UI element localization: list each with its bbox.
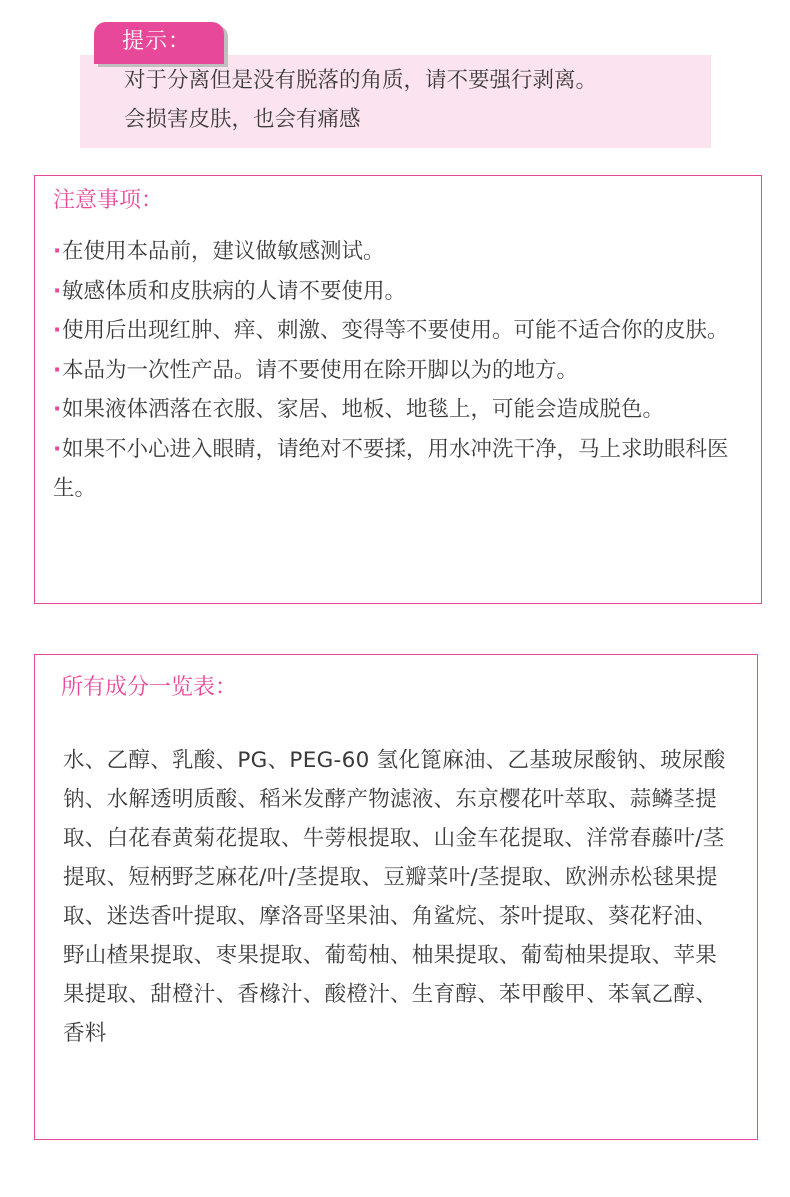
notice-item xyxy=(53,351,733,391)
tip-line-2: 会损害皮肤，也会有痛感 xyxy=(124,107,361,132)
notice-item xyxy=(53,311,733,351)
bullet-dot: · xyxy=(53,318,62,343)
bullet-dot: · xyxy=(53,397,62,422)
notice-item-text: 在使用本品前，建议做敏感测试。 xyxy=(62,239,385,264)
ingredients-text: 水、乙醇、乳酸、PG、PEG-60 氢化篦麻油、乙基玻尿酸钠、玻尿酸钠、水解透明质酸、稻米发酵产物滤液、东京樱花叶萃取、蒜鳞茎提取、白花春黄菊花提取、牛蒡根提取、山金车花提取、洋常春藤叶/茎提取、短柄野芝麻花/叶/茎提取、豆瓣菜叶/茎提取、欧洲赤松毬果提取、迷迭香叶提取、摩洛哥坚果油、角鲨烷、茶叶提取、葵花籽油、野山楂果提取、枣果提取、葡萄柚、柚果提取、葡萄柚果提取、苹果果提取、甜橙汁、香橼汁、酸橙汁、生育醇、苯甲酸甲、苯氧乙醇、香料 xyxy=(63,747,726,1046)
notice-item xyxy=(53,390,733,430)
bullet-dot: · xyxy=(53,239,62,264)
notice-item xyxy=(53,232,733,272)
bullet-dot: · xyxy=(53,436,62,462)
ingredients-box xyxy=(34,654,758,1140)
tip-box xyxy=(80,55,711,148)
notice-item-text: 如果液体洒落在衣服、家居、地板、地毯上，可能会造成脱色。 xyxy=(62,397,665,422)
notice-item-text: 本品为一次性产品。请不要使用在除开脚以为的地方。 xyxy=(62,357,579,383)
bullet-dot: · xyxy=(53,278,62,304)
notice-item xyxy=(53,430,733,509)
notice-item-text: 敏感体质和皮肤病的人请不要使用。 xyxy=(62,278,407,304)
tip-label: 提示： xyxy=(122,29,192,54)
ingredients-title: 所有成分一览表： xyxy=(61,675,238,700)
notice-box xyxy=(34,175,762,604)
notice-item-text: 如果不小心进入眼睛，请绝对不要揉，用水冲洗干净，马上求助眼科医生。 xyxy=(53,436,729,501)
tip-tab xyxy=(94,22,224,64)
notice-list xyxy=(53,232,733,509)
notice-title: 注意事项： xyxy=(53,188,164,213)
notice-item-text: 使用后出现红肿、痒、刺激、变得等不要使用。可能不适合你的皮肤。 xyxy=(62,318,729,343)
tip-line-1: 对于分离但是没有脱落的角质，请不要强行剥离。 xyxy=(124,68,598,93)
bullet-dot: · xyxy=(53,357,62,383)
notice-item xyxy=(53,272,733,312)
